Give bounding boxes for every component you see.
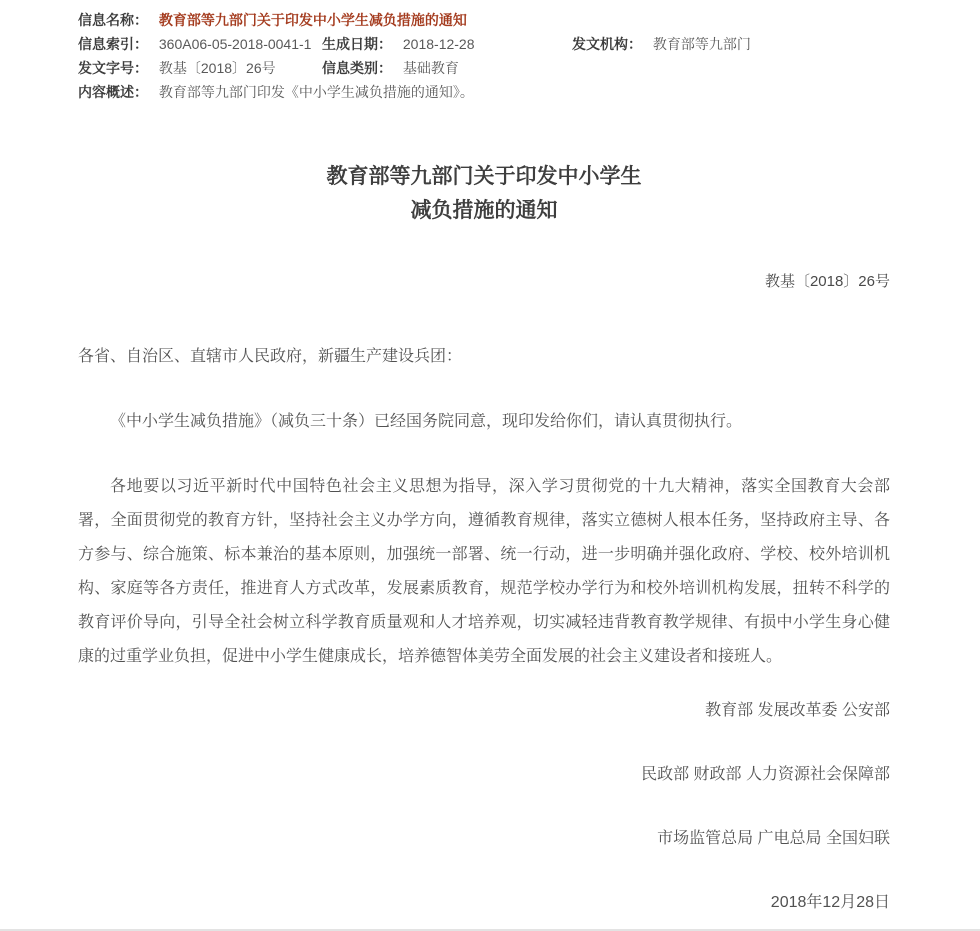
doc-number-pair (78, 58, 276, 78)
info-metadata-panel (0, 0, 980, 104)
document-title (78, 160, 890, 228)
generate-date-label: 生成日期： (322, 36, 392, 52)
document-number: 教基〔2018〕26号 (764, 273, 890, 290)
document-title-line2: 减负措施的通知 (410, 199, 558, 222)
signature-line-3: 市场监管总局 广电总局 全国妇联 (657, 830, 890, 847)
info-index-value: 360A06-05-2018-0041-1 (158, 36, 312, 52)
summary-pair (78, 82, 474, 102)
info-name-value: 教育部等九部门关于印发中小学生减负措施的通知 (158, 12, 467, 28)
document-title-line1: 教育部等九部门关于印发中小学生 (326, 165, 642, 188)
summary-label: 内容概述： (78, 84, 148, 100)
meta-row-index-date-agency (78, 32, 980, 56)
meta-row-summary (78, 80, 980, 104)
salutation-line: 各省、自治区、直辖市人民政府，新疆生产建设兵团： (78, 348, 463, 365)
paragraph-1: 《中小学生减负措施》（减负三十条）已经国务院同意，现印发给你们，请认真贯彻执行。 (110, 413, 743, 430)
summary-value: 教育部等九部门印发《中小学生减负措施的通知》。 (158, 84, 474, 100)
info-name-pair (78, 10, 467, 30)
document-date: 2018年12月28日 (770, 894, 890, 911)
signature-line-2: 民政部 财政部 人力资源社会保障部 (641, 766, 890, 783)
info-category-value: 基础教育 (402, 60, 459, 76)
signature-line-1: 教育部 发展改革委 公安部 (705, 702, 890, 719)
issuing-agency-label: 发文机构： (572, 36, 642, 52)
issuing-agency-pair (572, 34, 751, 54)
generate-date-value: 2018-12-28 (402, 36, 475, 52)
info-name-label: 信息名称： (78, 12, 148, 28)
meta-row-docno-category (78, 56, 980, 80)
issuing-agency-value: 教育部等九部门 (652, 36, 751, 52)
info-category-pair (322, 58, 459, 78)
info-index-pair (78, 34, 311, 54)
info-category-label: 信息类别： (322, 60, 392, 76)
generate-date-pair (322, 34, 475, 54)
doc-number-value: 教基〔2018〕26号 (158, 60, 276, 76)
info-index-label: 信息索引： (78, 36, 148, 52)
meta-row-name (78, 8, 980, 32)
paragraph-2: 各地要以习近平新时代中国特色社会主义思想为指导，深入学习贯彻党的十九大精神，落实全国教育大会部署，全面贯彻党的教育方针，坚持社会主义办学方向，遵循教育规律，落实立德树人根本任务，坚持政府主导、各方参与、综合施策、标本兼治的基本原则，加强统一部署、统一行动，进一步明确并强化政府、学校、校外培训机构、家庭等各方责任，推进育人方式改革，发展素质教育，规范学校办学行为和校外培训机构发展，扭转不科学的教育评价导向，引导全社会树立科学教育质量观和人才培养观，切实减轻违背教育教学规律、有损中小学生身心健康的过重学业负担，促进中小学生健康成长，培养德智体美劳全面发展的社会主义建设者和接班人。 (78, 478, 890, 665)
notice-document (0, 160, 980, 920)
doc-number-label: 发文字号： (78, 60, 148, 76)
